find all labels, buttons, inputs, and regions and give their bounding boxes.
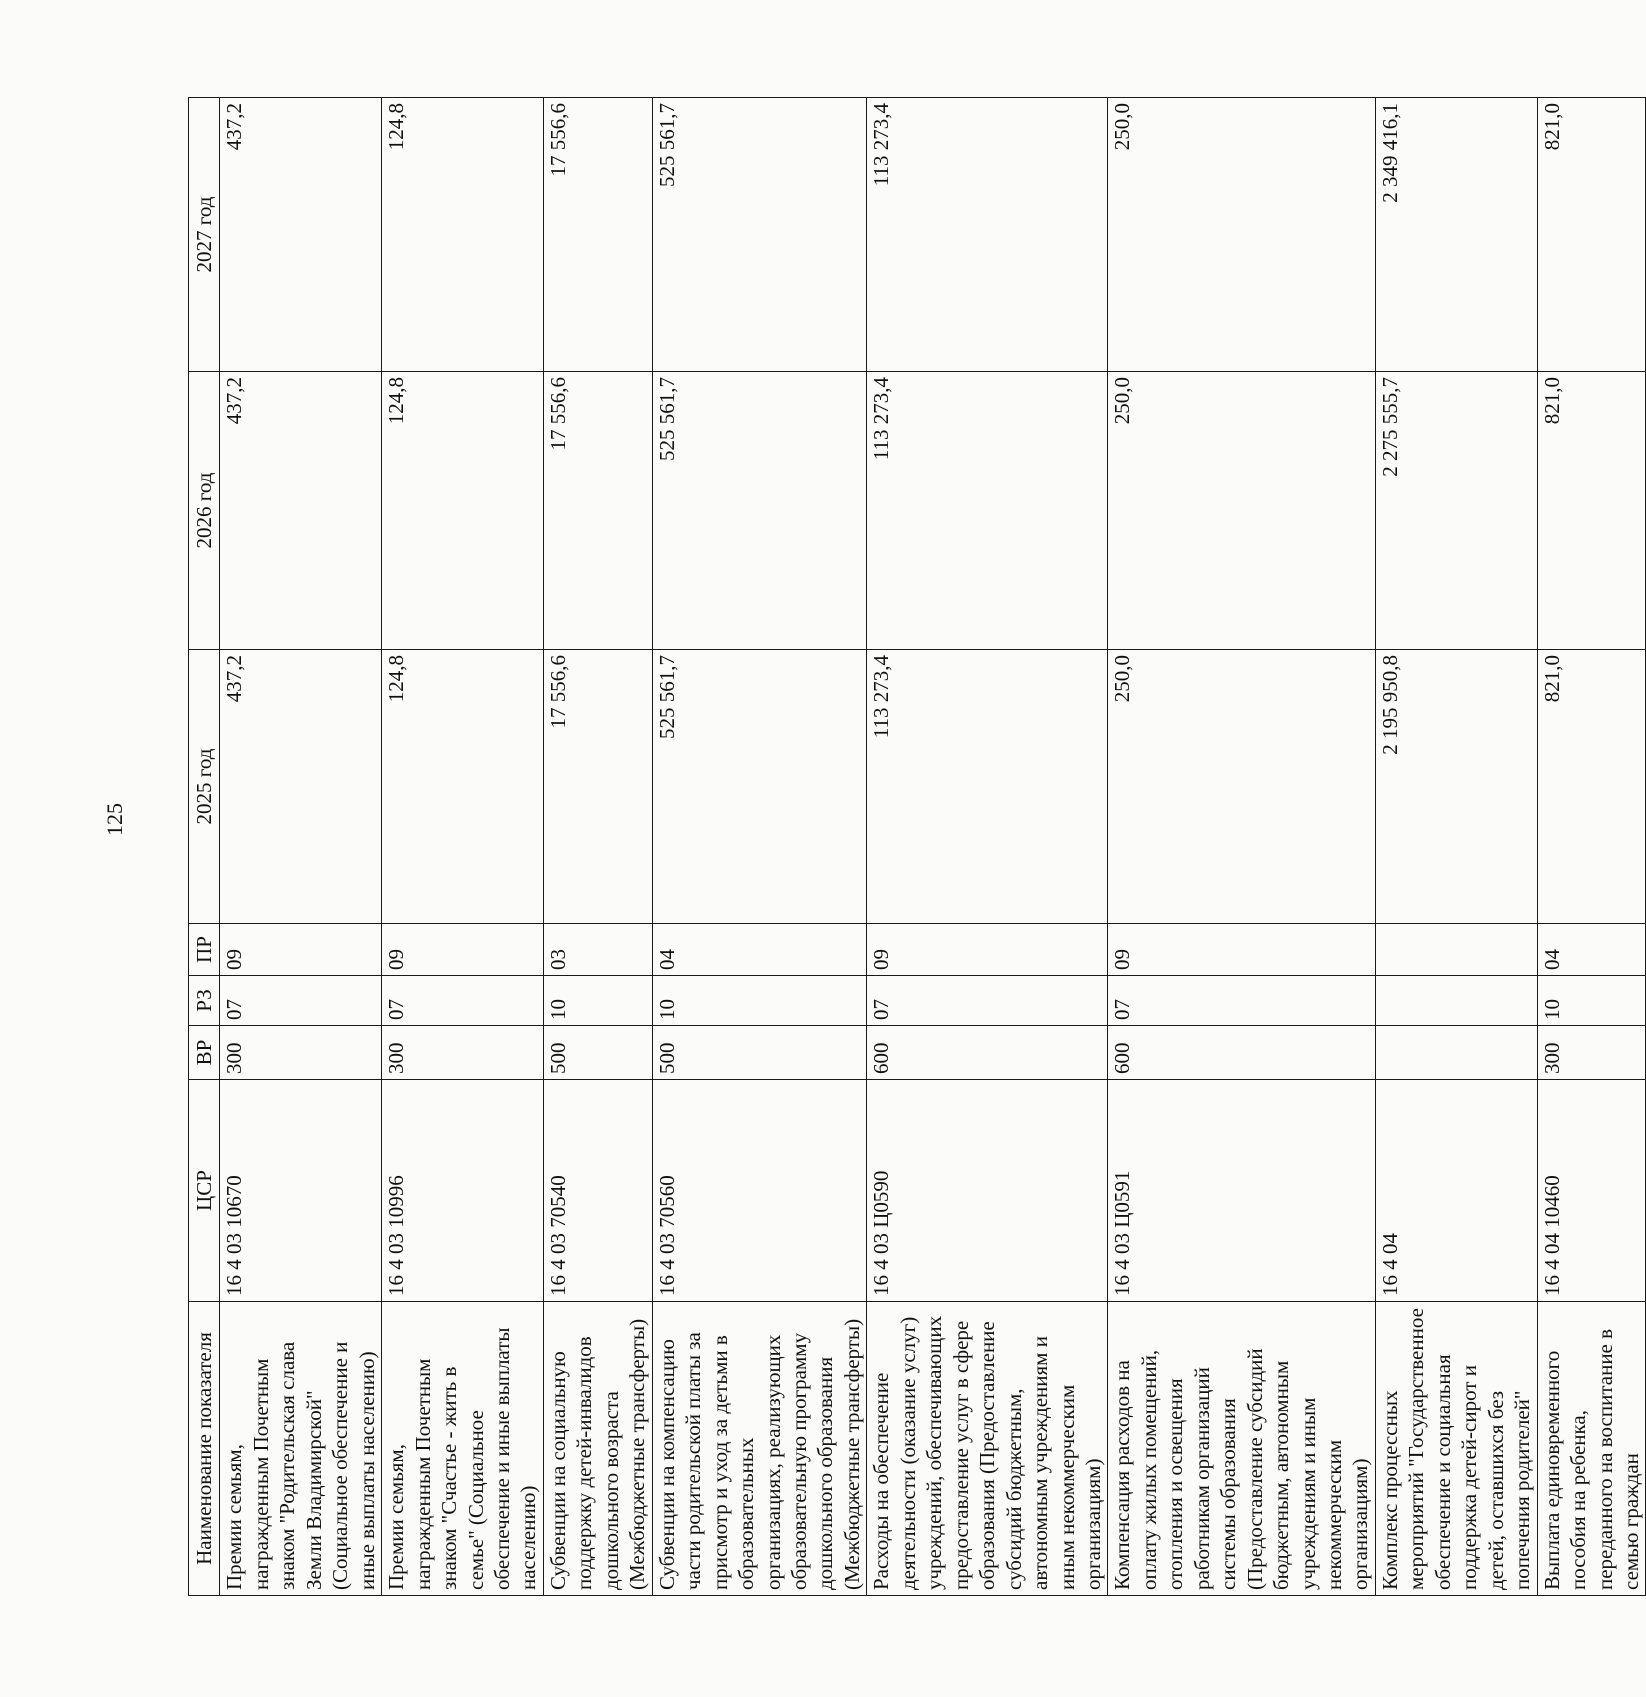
header-2025: 2025 год: [189, 650, 220, 924]
cell-2026: 525 561,7: [652, 372, 867, 650]
cell-2025: 525 561,7: [652, 650, 867, 924]
cell-rz: [1375, 976, 1537, 1026]
header-rz: РЗ: [189, 976, 220, 1026]
cell-2025: 437,2: [220, 650, 382, 924]
cell-pr: 04: [652, 924, 867, 976]
table-row: [1108, 98, 1376, 1596]
cell-pr: 03: [543, 924, 652, 976]
cell-rz: 10: [543, 976, 652, 1026]
cell-rz: 10: [1537, 976, 1646, 1026]
budget-table-rotated: [188, 98, 1644, 1596]
cell-name: Компенсация расходов на оплату жилых помещений, отопления и освещения работникам организаций системы образования (Предоставление субсидий бюджетным, автономным учреждениям и иным некоммерческим организациям): [1108, 1302, 1376, 1596]
cell-csr: 16 4 04 10460: [1537, 1080, 1646, 1302]
cell-2027: 113 273,4: [867, 98, 1108, 372]
cell-pr: [1375, 924, 1537, 976]
cell-pr: 09: [1108, 924, 1376, 976]
cell-2027: 821,0: [1537, 98, 1646, 372]
cell-2027: 124,8: [382, 98, 544, 372]
budget-table: [188, 97, 1646, 1596]
cell-pr: 09: [220, 924, 382, 976]
cell-2025: 2 195 950,8: [1375, 650, 1537, 924]
cell-csr: 16 4 03 70540: [543, 1080, 652, 1302]
cell-name: Комплекс процессных мероприятий "Государственное обеспечение и социальная поддержка детей-сирот и детей, оставшихся без попечения родителей": [1375, 1302, 1537, 1596]
table-row: [220, 98, 382, 1596]
cell-vr: 600: [867, 1026, 1108, 1080]
header-pr: ПР: [189, 924, 220, 976]
cell-csr: 16 4 03 10996: [382, 1080, 544, 1302]
cell-vr: 500: [543, 1026, 652, 1080]
cell-2027: 525 561,7: [652, 98, 867, 372]
header-2027: 2027 год: [189, 98, 220, 372]
cell-name: Расходы на обеспечение деятельности (оказание услуг) учреждений, обеспечивающих предоставление услуг в сфере образования (Предоставление субсидий бюджетным, автономным учреждениям и иным некоммерческим организациям): [867, 1302, 1108, 1596]
cell-csr: 16 4 03 Ц0590: [867, 1080, 1108, 1302]
cell-name: Субвенции на социальную поддержку детей-инвалидов дошкольного возраста (Межбюджетные трансферты): [543, 1302, 652, 1596]
cell-vr: 300: [1537, 1026, 1646, 1080]
cell-pr: 09: [382, 924, 544, 976]
cell-csr: 16 4 03 Ц0591: [1108, 1080, 1376, 1302]
table-row: [867, 98, 1108, 1596]
cell-2025: 113 273,4: [867, 650, 1108, 924]
cell-2027: 250,0: [1108, 98, 1376, 372]
cell-rz: 07: [220, 976, 382, 1026]
cell-2026: 250,0: [1108, 372, 1376, 650]
cell-2025: 17 556,6: [543, 650, 652, 924]
header-name: Наименование показателя: [189, 1302, 220, 1596]
cell-2026: 821,0: [1537, 372, 1646, 650]
cell-2027: 437,2: [220, 98, 382, 372]
cell-csr: 16 4 03 10670: [220, 1080, 382, 1302]
cell-2026: 113 273,4: [867, 372, 1108, 650]
cell-2025: 124,8: [382, 650, 544, 924]
cell-rz: 10: [652, 976, 867, 1026]
cell-name: Субвенции на компенсацию части родительской платы за присмотр и уход за детьми в образовательных организациях, реализующих образовательную программу дошкольного образования (Межбюджетные трансферты): [652, 1302, 867, 1596]
cell-vr: 500: [652, 1026, 867, 1080]
cell-2026: 437,2: [220, 372, 382, 650]
cell-csr: 16 4 04: [1375, 1080, 1537, 1302]
cell-name: Премии семьям, награжденным Почетным знаком "Родительская слава Земли Владимирской" (Социальное обеспечение и иные выплаты населению): [220, 1302, 382, 1596]
cell-csr: 16 4 03 70560: [652, 1080, 867, 1302]
table-header-row: [189, 98, 220, 1596]
cell-vr: 600: [1108, 1026, 1376, 1080]
cell-rz: 07: [867, 976, 1108, 1026]
cell-vr: 300: [382, 1026, 544, 1080]
cell-2026: 124,8: [382, 372, 544, 650]
cell-vr: [1375, 1026, 1537, 1080]
cell-rz: 07: [382, 976, 544, 1026]
cell-rz: 07: [1108, 976, 1376, 1026]
header-2026: 2026 год: [189, 372, 220, 650]
table-row: [543, 98, 652, 1596]
cell-name: Выплата единовременного пособия на ребенка, переданного на воспитание в семью граждан: [1537, 1302, 1646, 1596]
cell-2025: 821,0: [1537, 650, 1646, 924]
table-row: [652, 98, 867, 1596]
cell-2027: 17 556,6: [543, 98, 652, 372]
cell-vr: 300: [220, 1026, 382, 1080]
cell-name: Премии семьям, награжденным Почетным знаком "Счастье - жить в семье" (Социальное обеспечение и иные выплаты населению): [382, 1302, 544, 1596]
cell-2025: 250,0: [1108, 650, 1376, 924]
cell-2027: 2 349 416,1: [1375, 98, 1537, 372]
header-csr: ЦСР: [189, 1080, 220, 1302]
page-number: 125: [102, 803, 127, 836]
cell-pr: 04: [1537, 924, 1646, 976]
cell-2026: 2 275 555,7: [1375, 372, 1537, 650]
table-row: [1537, 98, 1646, 1596]
table-row: [382, 98, 544, 1596]
cell-pr: 09: [867, 924, 1108, 976]
header-vr: ВР: [189, 1026, 220, 1080]
cell-2026: 17 556,6: [543, 372, 652, 650]
table-row: [1375, 98, 1537, 1596]
